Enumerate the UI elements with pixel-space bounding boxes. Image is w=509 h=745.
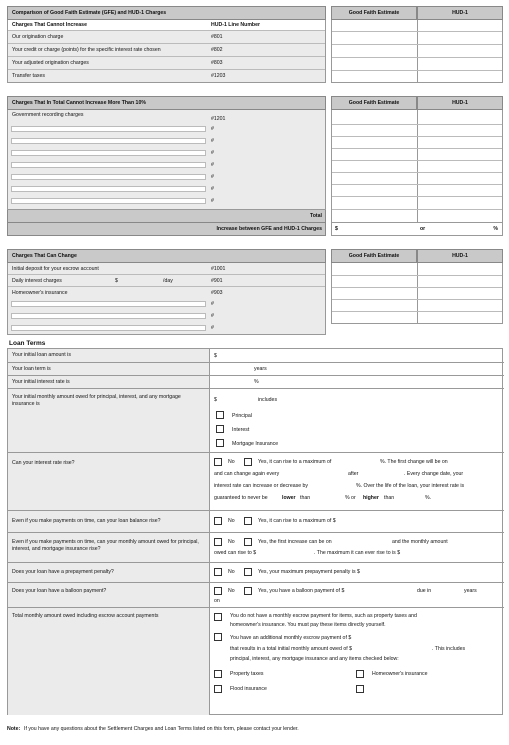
row-line-number: # [211,313,214,319]
section2-total-row [7,210,326,223]
row-line-number: # [211,325,214,331]
increase-dollar: $ [335,226,338,232]
monthly-rise-yes-b: and the monthly amount [392,539,448,545]
rate-rise-line2-a: and can change again every [214,471,280,477]
row-label: Government recording charges [12,112,84,118]
prepayment-no-checkbox[interactable] [214,568,222,576]
monthly-includes-label: includes [258,397,278,403]
row-line-number: # [211,138,214,144]
charge-description-input[interactable] [11,301,206,307]
row-line-number: # [211,174,214,180]
row-label: Your credit or charge (points) for the specific interest rate chosen [12,47,161,53]
monthly-amount-label: Your initial monthly amount owed for principal, interest, and any mortgage insurance is [12,394,181,407]
row-label: Transfer taxes [12,73,45,79]
rate-rise-lower: lower [282,495,296,501]
prepayment-row [8,563,504,583]
rate-rise-pct-end: %. [425,495,432,501]
table-row [8,70,325,82]
row-line-number: #1203 [211,73,226,79]
row-label: Your adjusted origination charges [12,60,89,66]
row-label: Initial deposit for your escrow account [12,266,99,272]
flood-insurance-label: Flood insurance [230,686,267,692]
monthly-rise-no-label: No [228,539,235,545]
escrow-label: Total monthly amount owed including escrow account payments [12,613,159,619]
rate-rise-line2-c: . Every change date, your [404,471,464,477]
flood-insurance-checkbox[interactable] [214,685,222,693]
row-line-number: #901 [211,278,223,284]
monthly-rise-row [8,533,504,563]
charge-description-input[interactable] [11,162,206,168]
footer-note [7,725,503,735]
balloon-no-label: No [228,588,235,594]
rate-rise-line2-b: after [348,471,359,477]
section1-title: Comparison of Good Faith Estimate (GFE) and HUD-1 Charges [12,10,167,16]
rate-rise-no-checkbox[interactable] [214,458,222,466]
increase-label: Increase between GFE and HUD-1 Charges [216,226,322,232]
balloon-label: Does your loan have a balloon payment? [12,588,107,594]
row-line-number: # [211,301,214,307]
prepayment-no-label: No [228,569,235,575]
interest-rate-value[interactable]: % [254,379,259,385]
prepayment-label: Does your loan have a prepayment penalty? [12,569,114,575]
table-row [8,57,325,70]
row-line-number: # [211,162,214,168]
table-row [8,31,325,44]
interest-checkbox[interactable] [216,425,224,433]
section2-title: Charges That In Total Cannot Increase More Than 10% [12,100,146,106]
loan-amount-value[interactable]: $ [214,353,217,359]
no-escrow-checkbox[interactable] [214,613,222,621]
daily-interest-dollar: $ [115,278,118,284]
rate-rise-than-2: than [384,495,395,501]
increase-value-cell[interactable] [331,223,503,236]
additional-escrow-checkbox[interactable] [214,633,222,641]
monthly-amount-dollar: $ [214,397,217,403]
additional-escrow-text-1: You have an additional monthly escrow payment of $ [230,635,352,641]
monthly-rise-yes-d: . The maximum it can ever rise to is $ [314,550,401,556]
charge-description-input[interactable] [11,325,206,331]
increase-percent: % [493,226,498,232]
row-line-number: #903 [211,290,223,296]
row-line-number: #1201 [211,116,226,122]
can-change-section [7,249,503,335]
loan-terms-table [7,348,503,715]
table-row [8,44,325,57]
mortgage-insurance-option-label: Mortgage Insurance [232,441,279,447]
loan-terms-title: Loan Terms [9,340,46,347]
section3-title-bar [7,249,326,263]
monthly-amount-row [8,389,504,453]
section1-gfe-header [331,6,417,20]
table-row [8,275,325,287]
section2-value-grid [331,110,503,223]
interest-option-label: Interest [232,427,250,433]
rate-rise-higher: higher [363,495,379,501]
gfe-comparison-section [7,6,503,83]
rate-rise-first-change: %. The first change will be on [380,459,448,465]
section1-subheader [8,20,325,31]
rate-rise-line4-a: guaranteed to never be [214,495,268,501]
rate-rise-label: Can your interest rate rise? [12,460,75,466]
note-text: If you have any questions about the Settlement Charges and Loan Terms listed on this form, please contact your lender. [24,726,299,732]
escrow-row [8,608,504,715]
section2-body [7,110,326,210]
rate-rise-than-1: than [300,495,311,501]
section1-gfe-header-label: Good Faith Estimate [348,10,400,16]
loan-amount-row [8,349,504,363]
rate-rise-or: % or [345,495,356,501]
balloon-yes-text: Yes, you have a balloon payment of $ [258,588,345,594]
monthly-rise-yes-c: owed can rise to $ [214,550,257,556]
section1-subheader-left: Charges That Cannot Increase [12,22,87,28]
note-label: Note: [7,726,21,732]
section2-hud-header-label: HUD-1 [452,100,468,106]
charge-description-input[interactable] [11,150,206,156]
balance-rise-no-label: No [228,518,235,524]
balance-rise-no-checkbox[interactable] [214,517,222,525]
section3-gfe-header [331,249,417,263]
row-line-number: #803 [211,60,223,66]
section1-body [7,20,326,83]
section3-value-grid [331,263,503,324]
monthly-rise-label: Even if you make payments on time, can your monthly amount owed for principal, interest, and mortgage insurance rise? [12,539,199,552]
charge-description-input[interactable] [11,186,206,192]
row-line-number: # [211,150,214,156]
property-taxes-label: Property taxes [230,671,264,677]
property-taxes-checkbox[interactable] [214,670,222,678]
additional-escrow-text-3: . This includes [432,646,466,652]
balloon-yes-checkbox[interactable] [244,587,252,595]
row-line-number: # [211,186,214,192]
homeowners-insurance-checkbox[interactable] [356,670,364,678]
row-label: Our origination charge [12,34,64,40]
mortgage-insurance-checkbox[interactable] [216,439,224,447]
section1-title-bar [7,6,326,20]
loan-term-label: Your loan term is [12,366,51,372]
loan-amount-label: Your initial loan amount is [12,352,71,358]
rate-rise-line3-b: %. Over the life of the loan, your interest rate is [356,483,465,489]
additional-escrow-text-2: that results in a total initial monthly amount owed of $ [230,646,352,652]
escrow-extra-checkbox[interactable] [356,685,364,693]
interest-rate-row [8,376,504,389]
monthly-rise-yes-checkbox[interactable] [244,538,252,546]
balloon-no-checkbox[interactable] [214,587,222,595]
rate-rise-yes-text: Yes, it can rise to a maximum of [258,459,332,465]
row-line-number: #801 [211,34,223,40]
ten-percent-section [7,96,503,238]
increase-or: or [420,226,426,232]
section2-increase-row [7,223,326,236]
balloon-due-label: due in [417,588,432,594]
homeowners-insurance-label: Homeowner's insurance [372,671,428,677]
balance-rise-label: Even if you make payments on time, can your loan balance rise? [12,518,161,524]
section3-body [7,263,326,335]
total-label: Total [309,213,322,219]
balance-rise-yes-text: Yes, it can rise to a maximum of $ [258,518,336,524]
row-line-number: #802 [211,47,223,53]
rate-rise-yes-checkbox[interactable] [244,458,252,466]
monthly-rise-yes-a: Yes, the first increase can be on [258,539,332,545]
section1-subheader-right: HUD-1 Line Number [211,22,260,28]
rate-rise-line3-a: interest rate can increase or decrease by [214,483,309,489]
section2-gfe-header-label: Good Faith Estimate [348,100,400,106]
no-escrow-text-2: homeowner's insurance. You must pay these items directly yourself. [230,622,386,628]
section1-value-grid [331,20,503,83]
principal-checkbox[interactable] [216,411,224,419]
prepayment-yes-checkbox[interactable] [244,568,252,576]
loan-term-row [8,363,504,376]
charge-description-input[interactable] [11,126,206,132]
charge-description-input[interactable] [11,138,206,144]
loan-term-value[interactable]: years [254,366,267,372]
section2-title-bar [7,96,326,110]
section1-hud-header-label: HUD-1 [452,10,468,16]
row-label: Homeowner's insurance [12,290,68,296]
table-row [8,263,325,275]
section2-gfe-header [331,96,417,110]
row-line-number: #1001 [211,266,226,272]
balloon-years-label: years [464,588,477,594]
balloon-row [8,583,504,608]
no-escrow-text-1: You do not have a monthly escrow payment for items, such as property taxes and [230,613,417,619]
section1-hud-header [417,6,503,20]
monthly-rise-no-checkbox[interactable] [214,538,222,546]
prepayment-yes-text: Yes, your maximum prepayment penalty is $ [258,569,360,575]
section3-title: Charges That Can Change [12,253,77,259]
table-row [8,287,325,299]
balance-rise-yes-checkbox[interactable] [244,517,252,525]
interest-rate-label: Your initial interest rate is [12,379,70,385]
charge-description-input[interactable] [11,174,206,180]
charge-description-input[interactable] [11,198,206,204]
charge-description-input[interactable] [11,313,206,319]
row-line-number: # [211,126,214,132]
daily-interest-per-day: /day [163,278,173,284]
row-line-number: # [211,198,214,204]
balloon-on-label: on [214,598,220,604]
rate-rise-no-label: No [228,459,235,465]
section3-hud-header-label: HUD-1 [452,253,468,259]
row-label: Daily interest charges [12,278,62,284]
balance-rise-row [8,511,504,533]
additional-escrow-text-4: principal, interest, any mortgage insurance and any items checked below: [230,656,399,662]
rate-rise-row [8,453,504,511]
section2-hud-header [417,96,503,110]
section3-gfe-header-label: Good Faith Estimate [348,253,400,259]
principal-option-label: Principal [232,413,252,419]
section3-hud-header [417,249,503,263]
